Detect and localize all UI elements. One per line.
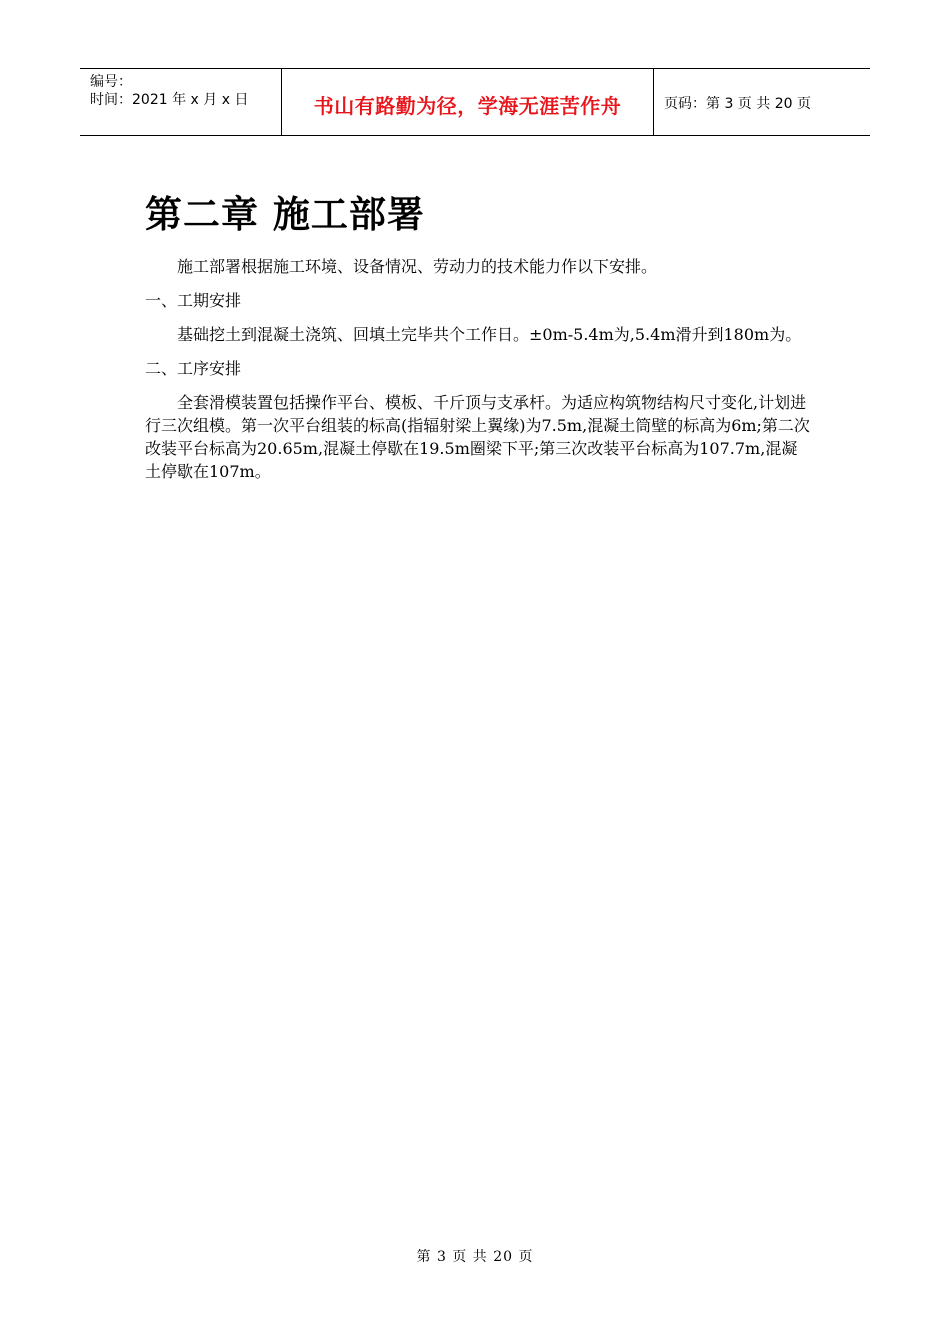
page-header [80, 68, 870, 136]
section-heading-process: 二、工序安排 [145, 359, 242, 378]
header-meta [80, 69, 281, 135]
document-number-label: 编号： [90, 74, 132, 90]
page-info-text: 页码：第 3 页 共 20 页 [664, 96, 811, 112]
section-heading-schedule: 一、工期安排 [145, 291, 242, 310]
header-motto-cell [281, 69, 654, 135]
document-body [145, 255, 810, 483]
header-page-info [654, 69, 870, 135]
process-paragraph: 全套滑模装置包括操作平台、模板、千斤顶与支承杆。为适应构筑物结构尺寸变化,计划进行三次组模。第一次平台组装的标高(指辐射梁上翼缘)为7.5m,混凝土筒壁的标高为6m;第二次改装平台标高为20.65m,混凝土停歇在19.5m圈梁下平;第三次改装平台标高为107.7m,混凝土停歇在107m。 [145, 393, 810, 481]
chapter-title: 第二章 施工部署 [145, 193, 425, 236]
header-motto: 书山有路勤为径，学海无涯苦作舟 [313, 93, 622, 118]
document-date: 时间：2021 年 x 月 x 日 [90, 92, 249, 108]
page-footer: 第 3 页 共 20 页 [416, 1249, 534, 1265]
schedule-paragraph: 基础挖土到混凝土浇筑、回填土完毕共个工作日。±0m-5.4m为,5.4m滑升到180m为。 [177, 325, 802, 344]
intro-paragraph: 施工部署根据施工环境、设备情况、劳动力的技术能力作以下安排。 [177, 257, 658, 276]
